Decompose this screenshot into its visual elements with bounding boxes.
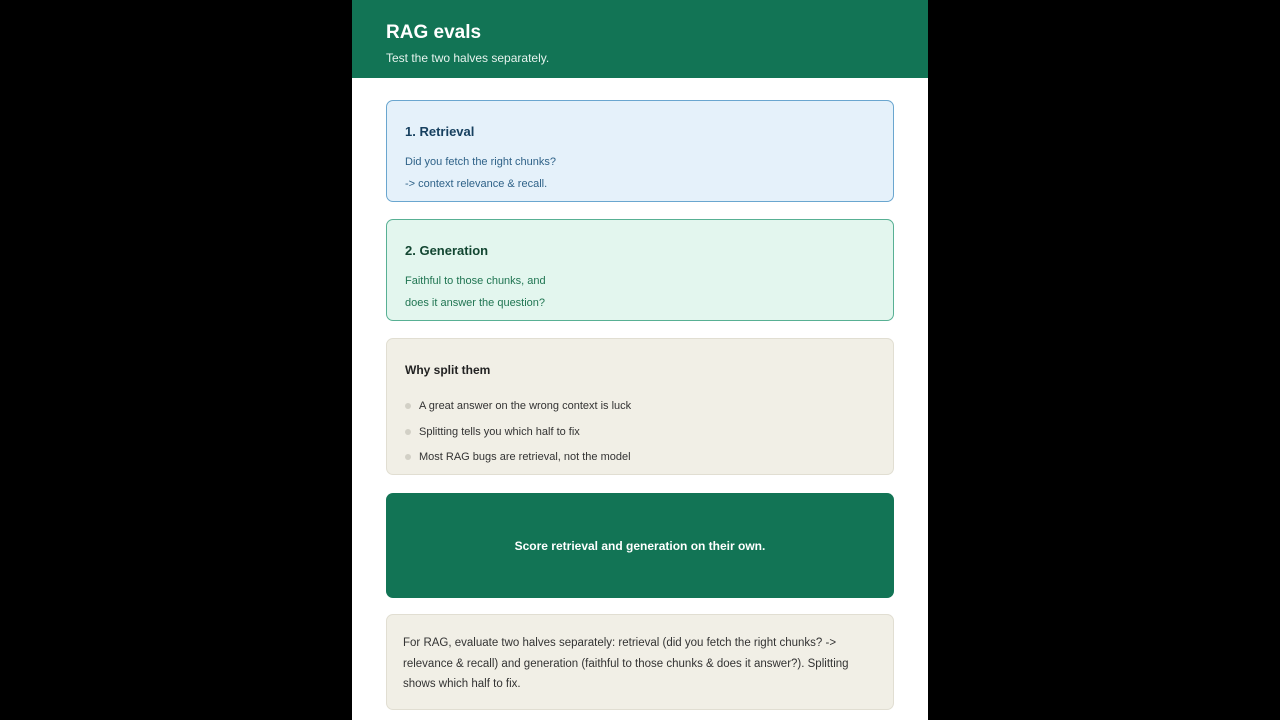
bullet-dot-icon [405, 429, 411, 435]
list-item-text: A great answer on the wrong context is luck [419, 400, 632, 412]
generation-line-1: Faithful to those chunks, and [405, 275, 546, 287]
list-item-text: Splitting tells you which half to fix [419, 426, 580, 438]
retrieval-title: 1. Retrieval [405, 124, 475, 139]
page-subtitle: Test the two halves separately. [386, 51, 550, 65]
generation-title: 2. Generation [405, 243, 489, 258]
page-title: RAG evals [386, 22, 482, 43]
bullet-dot-icon [405, 454, 411, 460]
takeaway-banner [386, 493, 894, 598]
takeaway-text: Score retrieval and generation on their own. [514, 539, 766, 553]
header-banner [352, 0, 928, 78]
bullet-dot-icon [405, 403, 411, 409]
why-split-title: Why split them [405, 363, 491, 377]
generation-card [386, 219, 894, 321]
summary-text: For RAG, evaluate two halves separately: retrieval (did you fetch the right chunks? -> relevance & recall) and generation (faithful to those chunks & does it answer?). Splitting shows which half to fix. [403, 637, 849, 690]
retrieval-metric: -> context relevance & recall. [405, 178, 548, 190]
retrieval-card [386, 100, 894, 202]
why-split-card [386, 338, 894, 475]
list-item-text: Most RAG bugs are retrieval, not the model [419, 451, 631, 463]
content-panel [352, 0, 928, 720]
generation-line-2: does it answer the question? [405, 297, 546, 309]
retrieval-question: Did you fetch the right chunks? [405, 156, 557, 168]
summary-card [386, 614, 894, 710]
